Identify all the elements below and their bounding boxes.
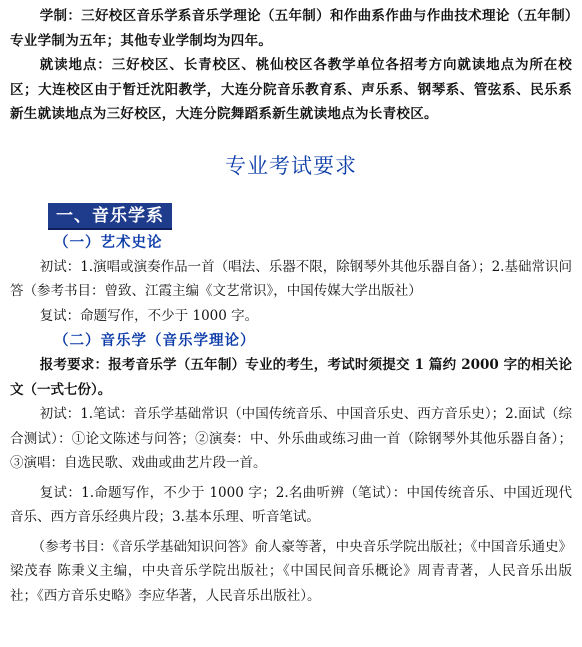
section-title: 一、音乐学系 — [48, 203, 172, 230]
musicology-second-exam: 复试：1.命题写作，不少于 1000 字；2.名曲听辨（笔试）：中国传统音乐、中国近现代音乐、西方音乐经典片段；3.基本乐理、听音笔试。 — [10, 484, 572, 525]
subsection-title-art-history: （一）艺术史论 — [54, 233, 163, 251]
location-label: 就读地点： — [39, 57, 112, 73]
art-history-second-exam: 复试：命题写作，不少于 1000 字。 — [39, 307, 259, 324]
art-history-first-exam: 初试：1.演唱或演奏作品一首（唱法、乐器不限，除钢琴外其他乐器自备）；2.基础常识问答（参考书目：曾致、江霞主编《文艺常识》，中国传媒大学出版社） — [10, 258, 572, 299]
subsection-title-musicology: （二）音乐学（音乐学理论） — [54, 332, 256, 349]
schooling-label: 学制： — [39, 8, 82, 24]
musicology-requirement: 报考要求：报考音乐学（五年制）专业的考生，考试时须提交 1 篇约 2000 字的相关论文（一式七份）。 — [10, 357, 572, 398]
intro-block — [10, 4, 572, 127]
musicology-first-exam: 初试：1.笔试：音乐学基础常识（中国传统音乐、中国音乐史、西方音乐史）；2.面试（综合测试）：①论文陈述与问答；②演奏：中、外乐曲或练习曲一首（除钢琴外其他乐器自备）；③演唱：自选民歌、戏曲或曲艺片段一首。 — [10, 406, 572, 471]
musicology-references: （参考书目：《音乐学基础知识问答》俞人豪等著，中央音乐学院出版社；《中国音乐通史》梁茂春 陈秉义主编，中央音乐学院出版社；《中国民间音乐概论》周青青著，人民音乐出版社；《西方音乐史略》李应华著，人民音乐出版社）。 — [10, 538, 572, 604]
location-text: 三好校区、长青校区、桃仙校区各教学单位各招考方向就读地点为所在校区；大连校区由于暂迁沈阳教学，大连分院音乐教育系、声乐系、钢琴系、管弦系、民乐系新生就读地点为三好校区，大连分院舞蹈系新生就读地点为长青校区。 — [10, 57, 572, 122]
location-paragraph — [10, 53, 572, 127]
schooling-text: 三好校区音乐学系音乐学理论（五年制）和作曲系作曲与作曲技术理论（五年制）专业学制为五年；其他专业学制均为四年。 — [10, 8, 572, 49]
page-heading: 专业考试要求 — [225, 153, 357, 178]
section-music-studies — [10, 195, 572, 609]
schooling-paragraph — [10, 4, 572, 53]
